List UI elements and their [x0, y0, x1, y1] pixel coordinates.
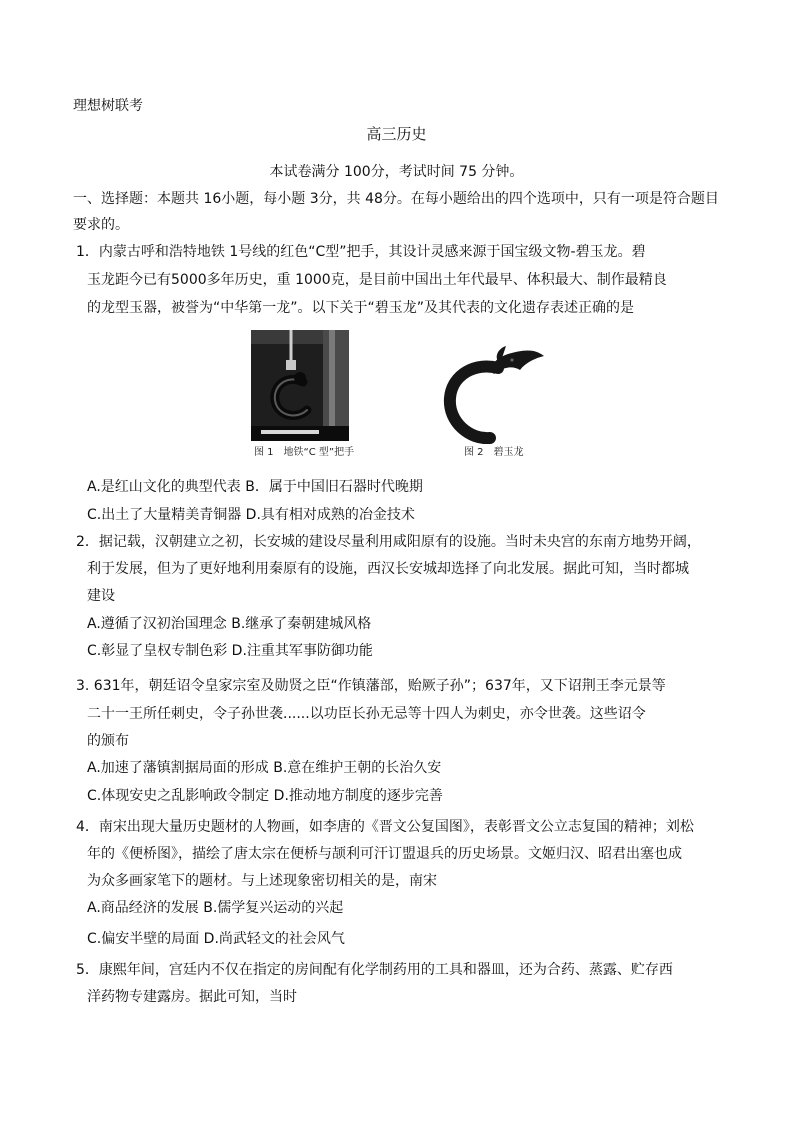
section-heading-cont: 要求的。 — [73, 217, 129, 233]
question-5-stem: 洋药物专建露房。据此可知，当时 — [87, 989, 297, 1005]
question-3-stem: 3. 631年，朝廷诏令皇家宗室及勋贤之臣“作镇藩部，贻厥子孙”；637年，又下诏荆王李元景等 — [76, 678, 666, 694]
question-4-stem: 4．南宋出现大量历史题材的人物画，如李唐的《晋文公复国图》，表彰晋文公立志复国的精神；刘松 — [76, 819, 694, 835]
figure-2-caption: 图 2 碧玉龙 — [464, 447, 524, 458]
subway-handle-photo — [251, 330, 349, 441]
exam-org: 理想树联考 — [73, 98, 143, 114]
question-4-stem: 年的《便桥图》，描绘了唐太宗在便桥与颉利可汗订盟退兵的历史场景。文姬归汉、昭君出塞也成 — [87, 846, 682, 862]
question-2-options: C.彰显了皇权专制色彩 D.注重其军事防御功能 — [87, 643, 373, 659]
question-3-options: C.体现安史之乱影响政令制定 D.推动地方制度的逐步完善 — [87, 788, 443, 804]
question-2-stem: 建设 — [87, 588, 115, 604]
question-2-stem: 利于发展，但为了更好地利用秦原有的设施，西汉长安城却选择了向北发展。据此可知，当时都城 — [87, 561, 689, 577]
question-1-stem: 1．内蒙古呼和浩特地铁 1号线的红色“C型”把手，其设计灵感来源于国宝级文物-碧玉龙。碧 — [76, 244, 646, 260]
question-4-options: C.偏安半壁的局面 D.尚武轻文的社会风气 — [87, 931, 345, 947]
question-2-stem: 2．据记载，汉朝建立之初，长安城的建设尽量利用咸阳原有的设施。当时未央宫的东南方地势开阔， — [76, 534, 701, 550]
question-1-options: C.出土了大量精美青铜器 D.具有相对成熟的冶金技术 — [87, 507, 415, 523]
jade-dragon-photo — [436, 340, 552, 444]
section-heading: 一、选择题：本题共 16小题，每小题 3分，共 48分。在每小题给出的四个选项中，只有一项是符合题目 — [73, 191, 719, 207]
question-3-options: A.加速了藩镇割据局面的形成 B.意在维护王朝的长治久安 — [87, 760, 442, 776]
exam-subtitle: 本试卷满分 100分，考试时间 75 分钟。 — [269, 164, 524, 180]
question-4-stem: 为众多画家笔下的题材。与上述现象密切相关的是，南宋 — [87, 873, 437, 889]
question-4-options: A.商品经济的发展 B.儒学复兴运动的兴起 — [87, 900, 344, 916]
question-2-options: A.遵循了汉初治国理念 B.继承了秦朝建城风格 — [87, 616, 372, 632]
question-3-stem: 的颁布 — [87, 733, 129, 749]
question-3-stem: 二十一王所任刺史，令子孙世袭......以功臣长孙无忌等十四人为刺史，亦令世袭。这些诏令 — [87, 706, 646, 722]
question-1-options: A.是红山文化的典型代表 B．属于中国旧石器时代晚期 — [87, 479, 423, 495]
figure-1-caption: 图 1 地铁“C 型”把手 — [254, 447, 355, 458]
question-5-stem: 5．康熙年间，宫廷内不仅在指定的房间配有化学制药用的工具和器皿，还为合药、蒸露、贮存西 — [76, 962, 673, 978]
question-1-stem: 的龙型玉器，被誉为“中华第一龙”。以下关于“碧玉龙”及其代表的文化遗存表述正确的是 — [87, 300, 635, 316]
page-title: 高三历史 — [366, 125, 427, 143]
question-1-stem: 玉龙距今已有5000多年历史，重 1000克，是目前中国出土年代最早、体积最大、制作最精良 — [87, 272, 667, 288]
